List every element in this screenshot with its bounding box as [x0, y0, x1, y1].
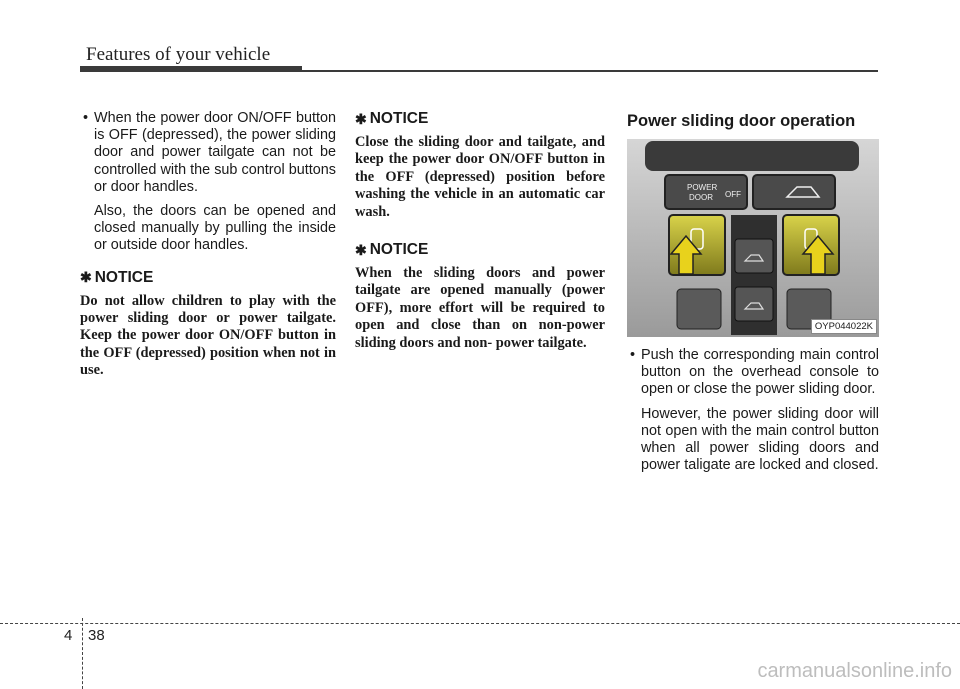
notice-heading	[80, 269, 336, 287]
page-header-title: Features of your vehicle	[86, 44, 271, 65]
off-label: OFF	[725, 190, 741, 199]
bullet-item	[627, 347, 879, 399]
left-sliding-door-button[interactable]	[669, 215, 725, 275]
column-1	[80, 110, 336, 400]
power-door-label: POWER	[687, 183, 718, 192]
notice-heading	[355, 241, 605, 259]
header-rule	[302, 70, 878, 72]
star-cross-icon: ✱	[355, 110, 367, 127]
bullet-dot-icon: •	[83, 110, 89, 126]
watermark: carmanualsonline.info	[757, 660, 952, 682]
bullet-continuation: Also, the doors can be opened and closed manually by pulling the inside or outside door handles.	[94, 203, 336, 254]
column-3	[627, 110, 879, 488]
header-bar	[80, 66, 302, 72]
notice-heading	[355, 110, 605, 128]
column-2	[355, 110, 605, 372]
figure-code: OYP044022K	[811, 319, 877, 334]
footer-rule	[0, 623, 960, 624]
section-title: Power sliding door operation	[627, 112, 856, 130]
overhead-console-illustration	[627, 139, 879, 337]
page-number: 38	[88, 627, 105, 644]
bullet-continuation: However, the power sliding door will not open with the main control button when all power sliding doors and power taligate are locked and closed.	[641, 405, 879, 474]
bullet-text: When the power door ON/OFF button is OFF (depressed), the power sliding door and power tailgate can not be controlled with the sub control buttons or door handles.	[94, 110, 336, 195]
power-door-label-2: DOOR	[689, 193, 713, 202]
notice-text: When the sliding doors and power tailgate are opened manually (power OFF), more effort will be required to open and close than on non-power sliding doors and non- power tailgate.	[355, 265, 605, 351]
star-cross-icon: ✱	[80, 269, 92, 286]
notice-title: NOTICE	[94, 268, 154, 286]
footer-divider	[82, 618, 83, 689]
notice-title: NOTICE	[369, 241, 429, 259]
overhead-console-figure	[627, 139, 879, 337]
notice-text: Close the sliding door and tailgate, and keep the power door ON/OFF button in the OFF (depressed) position before washing the vehicle in an automatic car wash.	[355, 134, 605, 220]
bullet-item	[80, 110, 336, 196]
bullet-text: Push the corresponding main control button on the overhead console to open or close the power sliding door.	[641, 347, 879, 398]
chapter-number: 4	[64, 627, 73, 644]
notice-title: NOTICE	[369, 110, 429, 127]
star-cross-icon: ✱	[355, 241, 367, 258]
notice-text: Do not allow children to play with the power sliding door or power tailgate. Keep the power door ON/OFF button in the OFF (depressed) position when not in use.	[80, 292, 336, 379]
bullet-dot-icon: •	[630, 347, 636, 363]
